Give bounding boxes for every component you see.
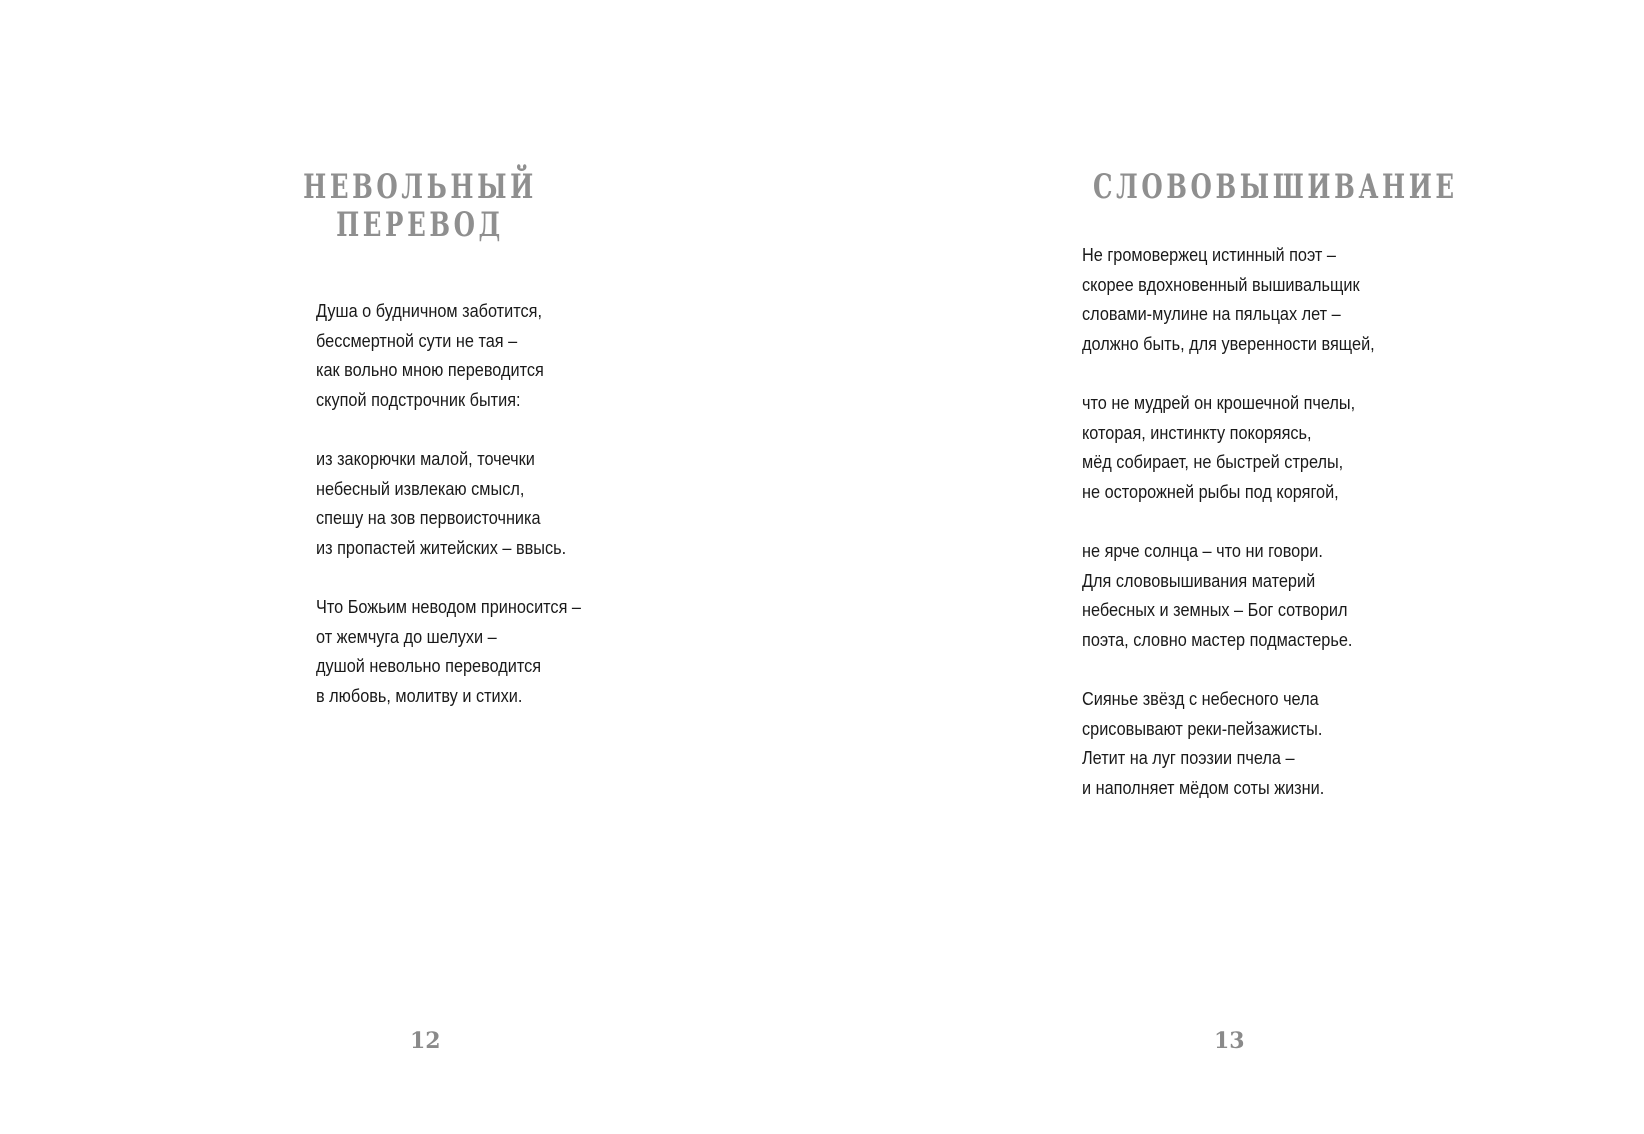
stanza bbox=[1082, 684, 1375, 802]
poem-line: в любовь, молитву и стихи. bbox=[316, 684, 523, 706]
poem-line: срисовывают реки-пейзажисты. bbox=[1082, 717, 1323, 739]
poem-line: которая, инстинкту покоряясь, bbox=[1082, 421, 1312, 443]
title-line: СЛОВОВЫШИВАНИЕ bbox=[1093, 167, 1458, 207]
page-number: 13 bbox=[1214, 1028, 1245, 1054]
poem-line: как вольно мною переводится bbox=[316, 359, 544, 381]
poem-line: Летит на луг поэзии пчела – bbox=[1082, 747, 1295, 769]
poem-line: не ярче солнца – что ни говори. bbox=[1082, 539, 1323, 561]
poem-line: словами-мулине на пяльцах лет – bbox=[1082, 303, 1341, 325]
poem-line: поэта, словно мастер подмастерье. bbox=[1082, 628, 1353, 650]
poem-line: душой невольно переводится bbox=[316, 655, 542, 677]
poem-line: бессмертной сути не тая – bbox=[316, 329, 518, 351]
poem-line: небесных и земных – Бог сотворил bbox=[1082, 599, 1348, 621]
stanza bbox=[1082, 240, 1375, 358]
poem-line: небесный извлекаю смысл, bbox=[316, 477, 525, 499]
poem-line: скорее вдохновенный вышивальщик bbox=[1082, 273, 1360, 295]
right-page bbox=[822, 0, 1644, 1134]
poem-line: мёд собирает, не быстрей стрелы, bbox=[1082, 451, 1344, 473]
poem-line: скупой подстрочник бытия: bbox=[316, 388, 521, 410]
poem-title bbox=[1093, 167, 1458, 207]
poem-line: Для слововышивания материй bbox=[1082, 569, 1316, 591]
poem-line: от жемчуга до шелухи – bbox=[316, 625, 497, 647]
poem-title bbox=[298, 168, 543, 244]
poem-line: не осторожней рыбы под корягой, bbox=[1082, 480, 1339, 502]
poem-line: должно быть, для уверенности вящей, bbox=[1082, 332, 1375, 354]
poem-line: Сиянье звёзд с небесного чела bbox=[1082, 687, 1319, 709]
poem-line: Душа о будничном заботится, bbox=[316, 300, 542, 321]
title-line: НЕВОЛЬНЫЙ bbox=[303, 167, 537, 207]
page-number: 12 bbox=[410, 1028, 441, 1054]
poem-line: из закорючки малой, точечки bbox=[316, 447, 535, 469]
stanza bbox=[1082, 388, 1375, 506]
title-line: ПЕРЕВОД bbox=[336, 205, 504, 245]
poem-line: что не мудрей он крошечной пчелы, bbox=[1082, 391, 1356, 413]
poem-body bbox=[316, 296, 581, 740]
poem-line: Что Божьим неводом приносится – bbox=[316, 595, 581, 617]
stanza bbox=[316, 592, 581, 710]
poem-line: и наполняет мёдом соты жизни. bbox=[1082, 776, 1325, 798]
stanza bbox=[316, 296, 581, 414]
poem-body bbox=[1082, 240, 1375, 832]
stanza bbox=[316, 444, 581, 562]
poem-line: спешу на зов первоисточника bbox=[316, 507, 541, 529]
poem-line: Не громовержец истинный поэт – bbox=[1082, 244, 1336, 265]
stanza bbox=[1082, 536, 1375, 654]
poem-line: из пропастей житейских – ввысь. bbox=[316, 536, 567, 558]
